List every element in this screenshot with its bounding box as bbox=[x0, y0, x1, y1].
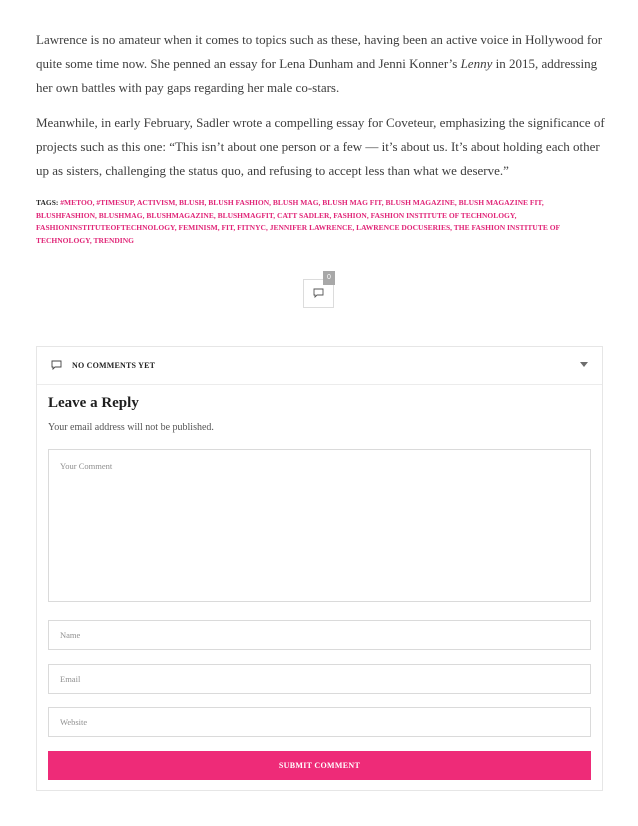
tag-link[interactable]: FASHIONINSTITUTEOFTECHNOLOGY bbox=[36, 223, 175, 232]
paragraph-text: in 2015, addressing her own battles with pay gaps regarding her male co-stars. bbox=[36, 56, 598, 95]
tag-link[interactable]: BLUSH MAG FIT bbox=[322, 198, 382, 207]
comment-textarea[interactable] bbox=[48, 449, 591, 602]
submit-comment-button[interactable]: SUBMIT COMMENT bbox=[48, 751, 591, 780]
publication-name: Lenny bbox=[460, 56, 493, 71]
reply-note: Your email address will not be published. bbox=[48, 422, 214, 433]
article-paragraph-1 bbox=[36, 28, 606, 100]
name-field[interactable] bbox=[48, 620, 591, 650]
tag-link[interactable]: FASHION bbox=[333, 210, 367, 220]
tag-link[interactable]: #TIMESUP bbox=[96, 198, 134, 207]
comment-bubble-icon bbox=[51, 357, 62, 375]
comments-header-label: NO COMMENTS YET bbox=[72, 361, 156, 370]
comments-toggle[interactable] bbox=[37, 347, 602, 385]
article-paragraph-2 bbox=[36, 111, 606, 183]
tag-link[interactable]: FIT bbox=[221, 223, 234, 232]
tag-link[interactable]: BLUSHMAGAZINE bbox=[146, 210, 214, 220]
comment-count-badge: 0 bbox=[323, 271, 335, 285]
chevron-down-icon[interactable] bbox=[580, 362, 588, 367]
tag-list bbox=[36, 197, 606, 247]
tag-link[interactable]: TRENDING bbox=[93, 235, 134, 245]
tag-link[interactable]: ACTIVISM bbox=[136, 198, 176, 207]
tag-link[interactable]: #METOO bbox=[60, 198, 93, 207]
paragraph-text: Meanwhile, in early February, Sadler wrote a compelling essay for Coveteur, emphasizing the significance of projects such as this one: “This isn’t about one person or a few — it’s about us. It’s about holding each other up as sisters, challenging the status quo, and refusing to accept less than what we deserve.” bbox=[36, 115, 605, 178]
tag-link[interactable]: FASHION INSTITUTE OF TECHNOLOGY bbox=[370, 210, 515, 220]
tag-link[interactable]: BLUSHFASHION bbox=[36, 210, 96, 220]
reply-title: Leave a Reply bbox=[48, 395, 139, 411]
tag-link[interactable]: LAWRENCE DOCUSERIES bbox=[356, 223, 451, 232]
tag-links: #METOO, #TIMESUP, ACTIVISM, BLUSH, BLUSH FASHION, BLUSH MAG, BLUSH MAG FIT, BLUSH MAGAZINE, BLUSH MAGAZINE FIT, BLUSHFASHION, BLUSHMAG, BLUSHMAGAZINE, BLUSHMAGFIT, CATT SADLER, FASHION, FASHION INSTITUTE OF TECHNOLOGY, FASHIONINSTITUTEOFTECHNOLOGY, FEMINISM, FIT, FITNYC, JENNIFER LAWRENCE, LAWRENCE DOCUSERIES, THE FASHION INSTITUTE OF TECHNOLOGY, TRENDING bbox=[36, 198, 560, 245]
tag-link[interactable]: THE FASHION INSTITUTE OF TECHNOLOGY bbox=[36, 223, 560, 245]
website-field[interactable] bbox=[48, 707, 591, 737]
tag-link[interactable]: BLUSHMAG bbox=[98, 210, 143, 220]
tag-link[interactable]: BLUSH FASHION bbox=[208, 198, 270, 207]
tag-link[interactable]: BLUSH MAGAZINE FIT bbox=[458, 198, 542, 207]
email-field[interactable] bbox=[48, 664, 591, 694]
comments-section bbox=[36, 346, 603, 791]
tag-link[interactable]: BLUSH MAG bbox=[272, 198, 319, 207]
article-body bbox=[36, 28, 606, 247]
tag-link[interactable]: FITNYC bbox=[237, 223, 266, 232]
tag-link[interactable]: BLUSH MAGAZINE bbox=[385, 198, 455, 207]
comment-bubble-icon bbox=[313, 285, 324, 303]
tag-link[interactable]: JENNIFER LAWRENCE bbox=[269, 223, 353, 232]
tag-link[interactable]: BLUSHMAGFIT bbox=[217, 210, 274, 220]
tag-link[interactable]: BLUSH bbox=[179, 198, 205, 207]
tag-link[interactable]: CATT SADLER bbox=[277, 210, 330, 220]
paragraph-text: Lawrence is no amateur when it comes to topics such as these, having been an active voice in Hollywood for quite some time now. She penned an essay for Lena Dunham and Jenni Konner’s bbox=[36, 32, 603, 71]
tag-link[interactable]: FEMINISM bbox=[178, 223, 218, 232]
tags-label: TAGS: bbox=[36, 198, 59, 207]
